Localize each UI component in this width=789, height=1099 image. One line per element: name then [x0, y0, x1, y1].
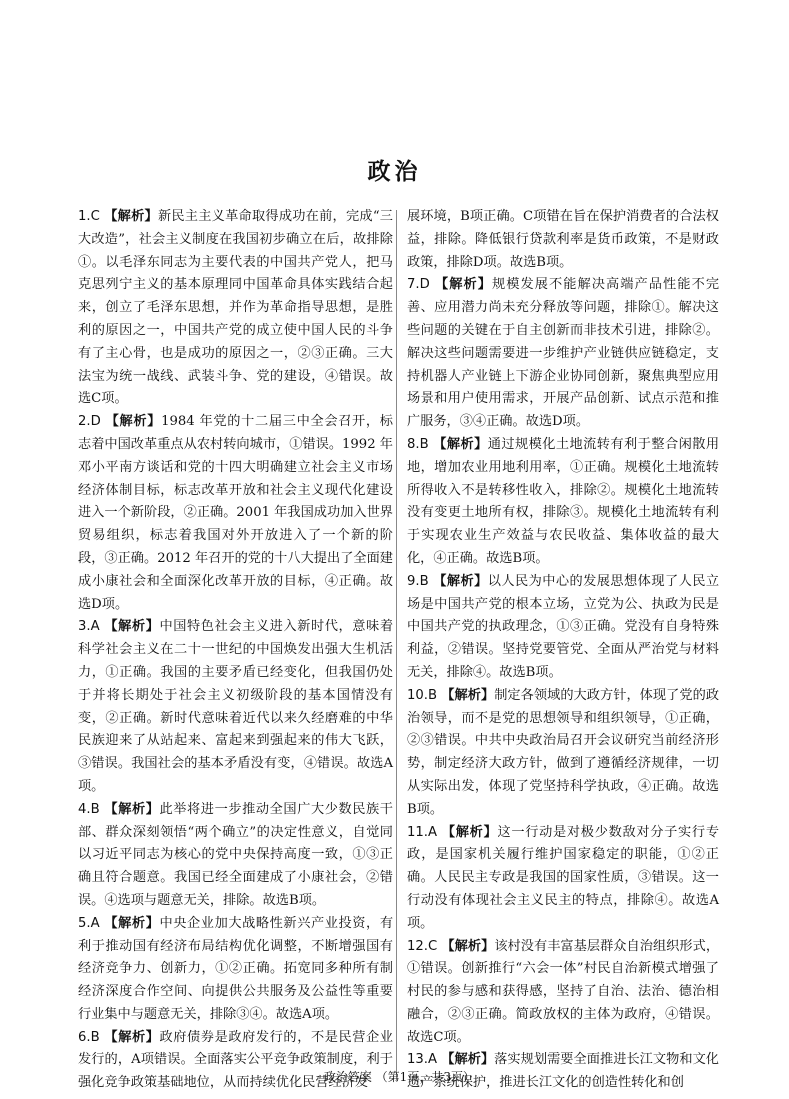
answer-item-6-continued: 展环境，B项正确。C项错在旨在保护消费者的合法权益，排除。降低银行贷款利率是货币政策，不是财政政策，排除D项。故选B项。	[407, 209, 719, 270]
left-column	[78, 206, 393, 1095]
right-column	[407, 206, 719, 1095]
answer-item-10: 10.B 【解析】制定各领域的大政方针，体现了党的政治领导，而不是党的思想领导和组织领导，①正确，②③错误。中共中央政治局召开会议研究当前经济形势，制定经济大政方针，做到了遵循经济规律，一切从实际出发，体现了党坚持科学执政，④正确。故选B项。	[407, 687, 720, 817]
answer-item-12: 12.C 【解析】该村没有丰富基层群众自治组织形式，①错误。创新推行“六会一体”村民自治新模式增强了村民的参与感和获得感，坚持了自治、法治、德治相融合，②③正确。简政放权的主体为政府，④错误。故选C项。	[407, 938, 720, 1045]
answer-item-5: 5.A 【解析】中央企业加大战略性新兴产业投资，有利于推动国有经济布局结构优化调整，不断增强国有经济竞争力、创新力，①②正确。拓宽同多种所有制经济深度合作空间、向提供公共服务及公益性等重要行业集中与题意无关，排除③④。故选A项。	[78, 915, 394, 1022]
answer-item-9: 9.B 【解析】以人民为中心的发展思想体现了人民立场是中国共产党的根本立场，立党为公、执政为民是中国共产党的执政理念，①③正确。党没有自身特殊利益，②错误。坚持党要管党、全面从严治党与材料无关，排除④。故选B项。	[407, 573, 720, 680]
answer-item-11: 11.A 【解析】这一行动是对极少数敌对分子实行专政，是国家机关履行维护国家稳定的职能，①②正确。人民民主专政是我国的国家性质，③错误。这一行动没有体现社会主义民主的特点，排除④。故选A项。	[407, 824, 720, 931]
page-title: 政治	[367, 159, 422, 185]
answer-item-1: 1.C 【解析】新民主主义革命取得成功在前，完成“三大改造”，社会主义制度在我国初步确立在后，故排除①。以毛泽东同志为主要代表的中国共产党人，把马克思列宁主义的基本原理同中国革命具体实践结合起来，创立了毛泽东思想，并作为革命指导思想，是胜利的原因之一，中国共产党的成立使中国人民的斗争有了主心骨，也是成功的原因之一，②③正确。三大法宝为统一战线、武装斗争、党的建设，④错误。故选C项。	[78, 209, 393, 407]
answer-item-6: 6.B 【解析】政府债券是政府发行的，不是民营企业发行的，A项错误。全面落实公平竞争政策制度，利于强化竞争政策基础地位，从而持续优化民营经济发	[78, 1029, 393, 1091]
answer-item-2: 2.D 【解析】1984 年党的十二届三中全会召开，标志着中国改革重点从农村转向城市，①错误。1992 年邓小平南方谈话和党的十四大明确建立社会主义市场经济体制目标，标志改革开放和社会主义现代化建设进入一个新阶段，②正确。2001 年我国成功加入世界贸易组织，标志着我国对外开放进入了一个新的阶段，③正确。2012 年召开的党的十八大提出了全面建成小康社会和全面深化改革开放的目标，④正确。故选D项。	[78, 414, 393, 612]
answer-item-4: 4.B 【解析】此举将进一步推动全国广大少数民族干部、群众深刻领悟“两个确立”的决定性意义，自觉同以习近平同志为核心的党中央保持高度一致，①③正确且符合题意。我国已经全面建成了小康社会，②错误。④选项与题意无关，排除。故选B项。	[78, 801, 393, 908]
answer-item-13: 13.A 【解析】落实规划需要全面推进长江文物和文化遗产系统保护，推进长江文化的创造性转化和创	[407, 1052, 719, 1091]
column-divider	[396, 210, 397, 1080]
answer-item-8: 8.B 【解析】通过规模化土地流转有利于整合闲散用地，增加农业用地利用率，①正确。规模化土地流转所得收入不是转移性收入，排除②。规模化土地流转没有变更土地所有权，排除③。规模化土地流转有利于实现农业生产效益与农民收益、集体收益的最大化，④正确。故选B项。	[407, 436, 720, 566]
page-footer: · 政治答案 （第1页，共3页）·	[316, 1070, 473, 1084]
answer-item-7: 7.D 【解析】规模发展不能解决高端产品性能不完善、应用潜力尚未充分释放等问题，排除①。解决这些问题的关键在于自主创新而非技术引进，排除②。解决这些问题需要进一步维护产业链供应链稳定，支持机器人产业链上下游企业协同创新，聚焦典型应用场景和用户使用需求，开展产品创新、试点示范和推广服务，③④正确。故选D项。	[407, 277, 720, 430]
answer-item-3: 3.A 【解析】中国特色社会主义进入新时代，意味着科学社会主义在二十一世纪的中国焕发出强大生机活力，①正确。我国的主要矛盾已经变化，但我国仍处于并将长期处于社会主义初级阶段的基本国情没有变，②正确。新时代意味着近代以来久经磨难的中华民族迎来了从站起来、富起来到强起来的伟大飞跃，③错误。我国社会的基本矛盾没有变，④错误。故选A项。	[78, 619, 394, 794]
